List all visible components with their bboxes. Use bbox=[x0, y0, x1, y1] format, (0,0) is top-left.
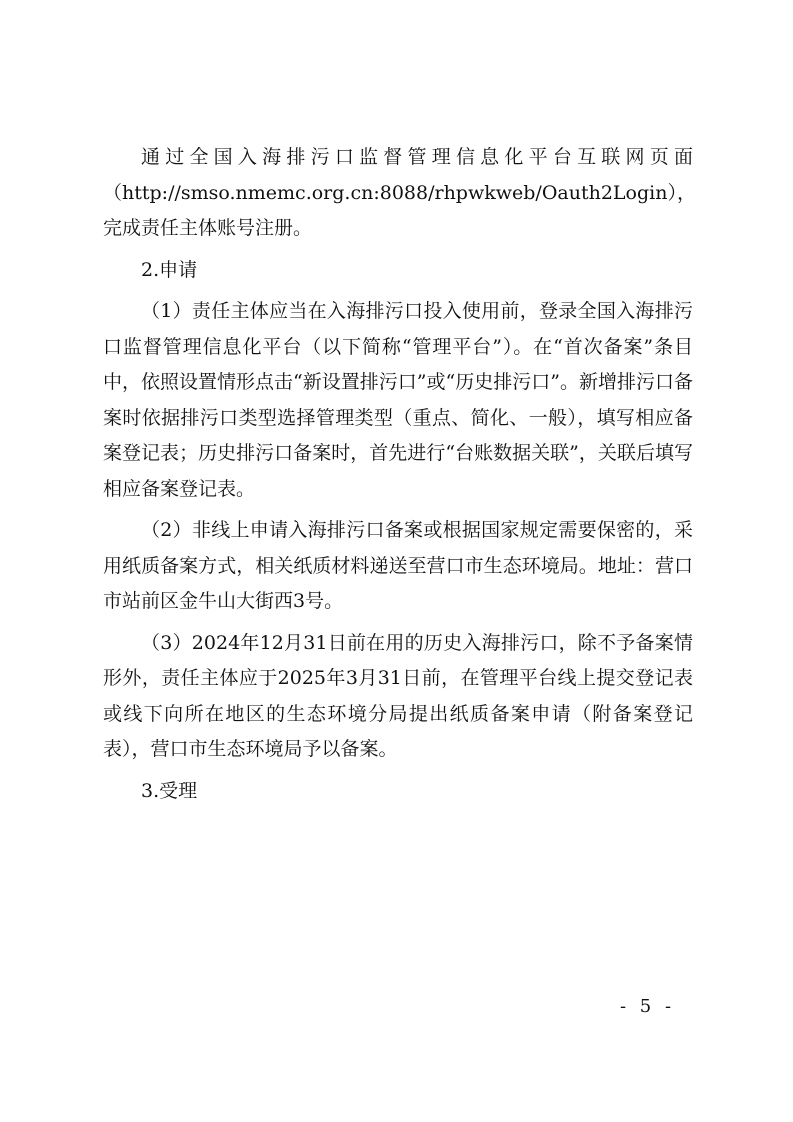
section-heading-acceptance: 3.受理 bbox=[141, 779, 198, 802]
paragraph-registration: 通过全国入海排污口监督管理信息化平台互联网页面（http://smso.nmemc.org.cn:8088/rhpwkweb/Oauth2Login），完成责任主体账号注册。 bbox=[103, 146, 696, 239]
paragraph-apply-online: （1）责任主体应当在入海排污口投入使用前，登录全国入海排污口监督管理信息化平台（以下简称“管理平台”）。在“首次备案”条目中，依照设置情形点击“新设置排污口”或“历史排污口”。新增排污口备案时依据排污口类型选择管理类型（重点、简化、一般），填写相应备案登记表；历史排污口备案时，首先进行“台账数据关联”，关联后填写相应备案登记表。 bbox=[103, 300, 693, 500]
paragraph-apply-paper: （2）非线上申请入海排污口备案或根据国家规定需要保密的，采用纸质备案方式，相关纸质材料递送至营口市生态环境局。地址：营口市站前区金牛山大街西3号。 bbox=[103, 519, 693, 612]
document-body bbox=[103, 140, 696, 809]
paragraph-historical-outlets: （3）2024年12月31日前在用的历史入海排污口，除不予备案情形外，责任主体应于2025年3月31日前，在管理平台线上提交登记表或线下向所在地区的生态环境分局提出纸质备案申请（附备案登记表），营口市生态环境局予以备案。 bbox=[103, 631, 693, 760]
page-number: - 5 - bbox=[620, 996, 676, 1017]
section-heading-apply: 2.申请 bbox=[141, 258, 198, 281]
